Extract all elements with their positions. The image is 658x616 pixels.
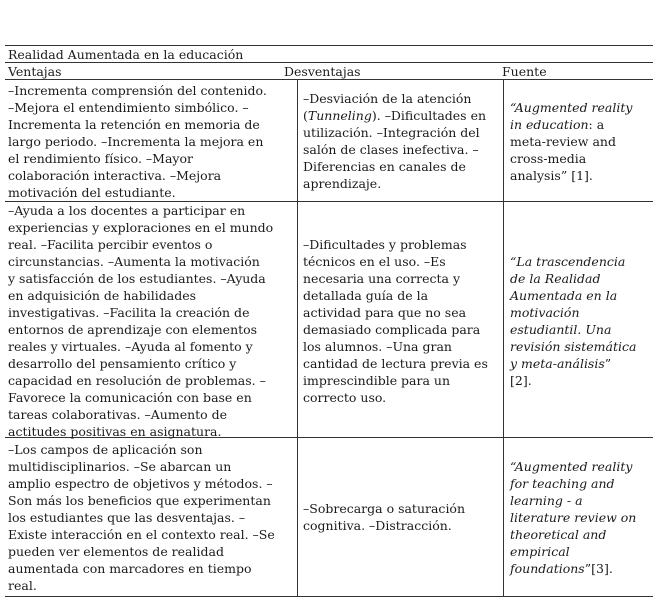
text-line: –Dificultades y problemas [303, 237, 467, 252]
text-line: Favorece la comunicación con base en [8, 390, 252, 405]
text-line: el rendimiento físico. –Mayor [8, 151, 193, 166]
text-line: –Ayuda a los docentes a participar en [8, 203, 246, 218]
row3-fuente [510, 458, 652, 577]
text-line: utilización. –Integración del [303, 125, 480, 140]
text-line: –Los campos de aplicación son [8, 442, 203, 457]
text-line: cross-media [510, 151, 587, 166]
text-line: motivación [510, 305, 580, 320]
text-line: learning - a [510, 493, 583, 508]
text-line: necesaria una correcta y [303, 271, 461, 286]
text-line: largo periodo. –Incrementa la mejora en [8, 134, 264, 149]
text-line: motivación del estudiante. [8, 185, 176, 200]
text-line: capacidad en resolución de problemas. – [8, 373, 266, 388]
text-line: desarrollo del pensamiento crítico y [8, 356, 237, 371]
header-ventajas: Ventajas [8, 64, 62, 79]
text-line: en adquisición de habilidades [8, 288, 197, 303]
text-line: for teaching and [510, 476, 615, 491]
row2-desventajas [303, 236, 499, 406]
text-line: Son más los beneficios que experimentan [8, 493, 271, 508]
text-line: multidisciplinarios. –Se abarcan un [8, 459, 232, 474]
text-line: tareas colaborativas. –Aumento de [8, 407, 228, 422]
text-line: entornos de aprendizaje con elementos [8, 322, 258, 337]
text-line: –Sobrecarga o saturación [303, 501, 466, 516]
text-line: los estudiantes que las desventajas. – [8, 510, 246, 525]
text-line: detallada guía de la [303, 288, 429, 303]
text-line: (Tunneling). –Dificultades en [303, 108, 487, 123]
text-line: cognitiva. –Distracción. [303, 518, 452, 533]
text-line: empirical [510, 544, 570, 559]
text-line: correcto uso. [303, 390, 387, 405]
text-line: aumentada con marcadores en tiempo [8, 561, 252, 576]
rule-bottom [5, 596, 653, 597]
text-line: Diferencias en canales de [303, 159, 466, 174]
text-line: de la Realidad [510, 271, 601, 286]
text-line: los alumnos. –Una gran [303, 339, 452, 354]
text-line: Aumentada en la [510, 288, 618, 303]
text-line: literature review on [510, 510, 637, 525]
text-line: “Augmented reality [510, 100, 633, 115]
text-line: real. [8, 578, 37, 593]
text-line: experiencias y exploraciones en el mundo [8, 220, 274, 235]
text-line: [2]. [510, 373, 532, 388]
table-title: Realidad Aumentada en la educación [8, 47, 244, 62]
row2-fuente [510, 253, 652, 389]
text-line: demasiado complicada para [303, 322, 481, 337]
text-line: actividad para que no sea [303, 305, 467, 320]
text-line: Existe interacción en el contexto real. –Se [8, 527, 275, 542]
text-line: colaboración interactiva. –Mejora [8, 168, 222, 183]
text-line: amplio espectro de objetivos y métodos. – [8, 476, 273, 491]
col-divider-1 [297, 80, 298, 596]
text-line: –Incrementa comprensión del contenido. [8, 83, 267, 98]
text-line: in education: a [510, 117, 605, 132]
row1-desventajas [303, 90, 499, 192]
text-line: “La trascendencia [510, 254, 626, 269]
text-line: cantidad de lectura previa es [303, 356, 488, 371]
row3-desventajas [303, 500, 499, 534]
header-fuente: Fuente [502, 64, 547, 79]
text-line: “Augmented reality [510, 459, 633, 474]
text-line: investigativas. –Facilita la creación de [8, 305, 250, 320]
text-line: y satisfacción de los estudiantes. –Ayuda [8, 271, 266, 286]
header-desventajas: Desventajas [284, 64, 361, 79]
text-line: meta-review and [510, 134, 616, 149]
row2-ventajas [8, 202, 293, 440]
row3-ventajas [8, 441, 293, 594]
text-line: foundations”[3]. [510, 561, 613, 576]
row1-ventajas [8, 82, 293, 201]
text-line: imprescindible para un [303, 373, 451, 388]
text-line: y meta-análisis” [510, 356, 612, 371]
text-line: circunstancias. –Aumenta la motivación [8, 254, 260, 269]
text-line: aprendizaje. [303, 176, 382, 191]
text-line: Incrementa la retención en memoria de [8, 117, 260, 132]
col-divider-2 [503, 80, 504, 596]
text-line: reales y virtuales. –Ayuda al fomento y [8, 339, 253, 354]
row1-fuente [510, 99, 652, 184]
text-line: –Mejora el entendimiento simbólico. – [8, 100, 249, 115]
text-line: revisión sistemática [510, 339, 637, 354]
text-line: pueden ver elementos de realidad [8, 544, 224, 559]
text-line: –Desviación de la atención [303, 91, 472, 106]
text-line: salón de clases inefectiva. – [303, 142, 479, 157]
text-line: estudiantil. Una [510, 322, 612, 337]
text-line: analysis” [1]. [510, 168, 593, 183]
text-line: técnicos en el uso. –Es [303, 254, 446, 269]
text-line: theoretical and [510, 527, 607, 542]
text-line: actitudes positivas en asignatura. [8, 424, 222, 439]
text-line: real. –Facilita percibir eventos o [8, 237, 213, 252]
